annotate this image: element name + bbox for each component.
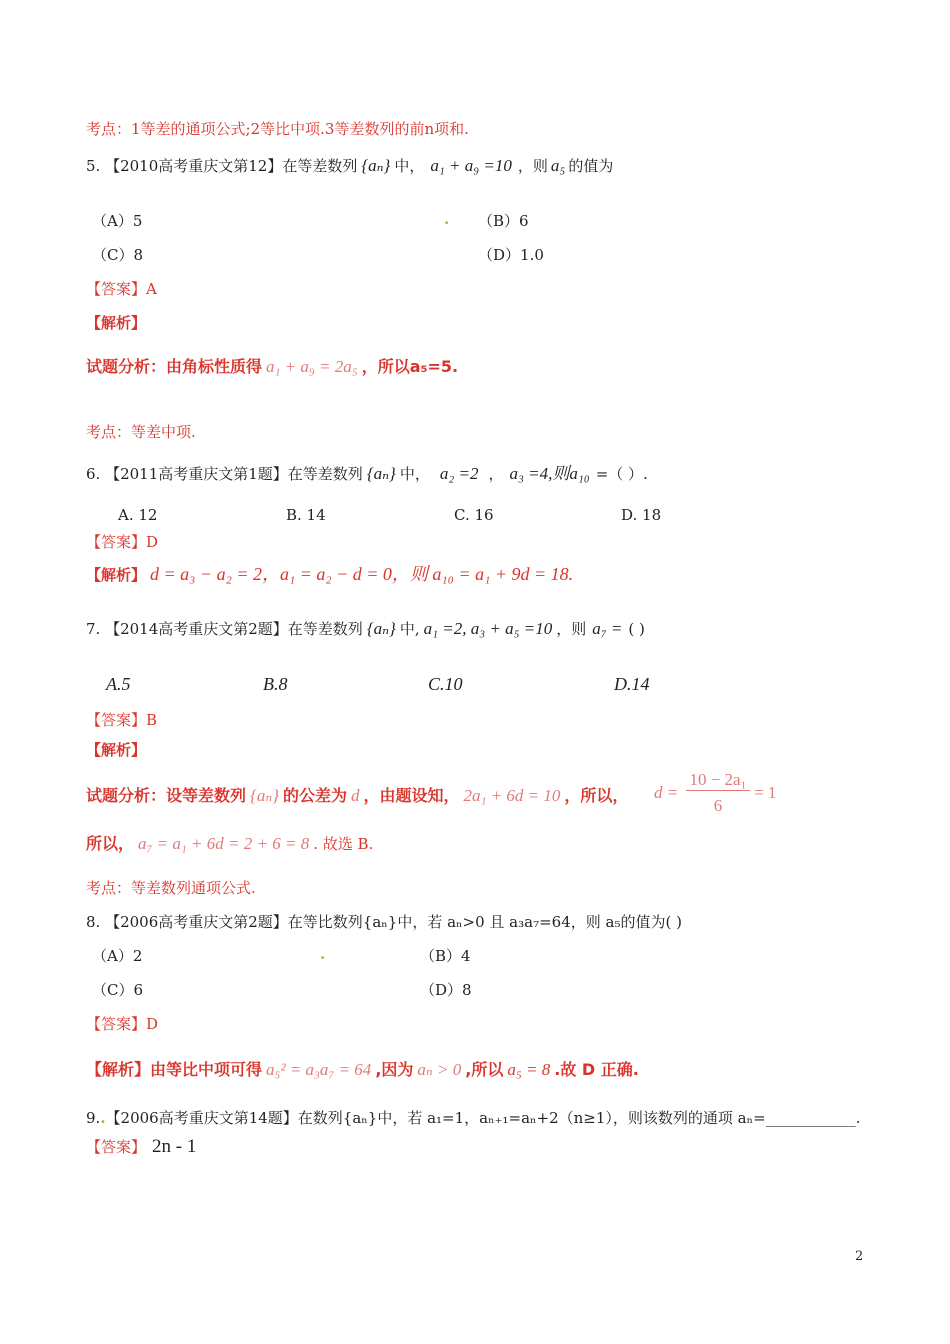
- q7-option-d: D.14: [614, 674, 650, 694]
- q7-analysis-d: d: [351, 786, 360, 805]
- q7-line2-suffix: . 故选 B.: [313, 835, 374, 853]
- q7-jiexi: 【解析】: [86, 741, 147, 759]
- q6-cond2: a₃ =4,则a₁₀: [509, 464, 590, 483]
- q6-cond1: a₂ =2: [439, 464, 479, 483]
- q6-answer: 【答案】D: [86, 533, 159, 551]
- q7-analysis-eq: 2a₁ + 6d = 10: [463, 786, 561, 805]
- q5-analysis-math: a₁ + a₉ = 2a₅: [266, 357, 358, 376]
- page-number: 2: [855, 1249, 864, 1264]
- q7-paren: ( ): [628, 620, 645, 638]
- q7-option-a: A.5: [106, 674, 131, 694]
- q7-stem-text: 7. 【2014高考重庆文第2题】在等差数列: [86, 620, 363, 638]
- q6-option-c: C. 16: [454, 506, 494, 524]
- stray-dot-2: .: [320, 945, 326, 963]
- q5-cond: a₁ + a₉ =10: [430, 156, 512, 175]
- q8-analysis-4: .故 D 正确.: [554, 1060, 639, 1079]
- q8-option-b: （B）4: [420, 947, 471, 965]
- q7-option-b: B.8: [263, 674, 288, 694]
- q5-option-c: （C）8: [92, 246, 144, 264]
- q6-stem: 6. 【2011高考重庆文第1题】在等差数列 {aₙ} 中， a₂ =2 ， a₃ =4,则a₁₀ =（ ）.: [86, 464, 648, 483]
- q8-option-d: （D）8: [420, 981, 472, 999]
- q5-stem: [86, 155, 613, 176]
- q7-seq: {aₙ}: [366, 619, 396, 638]
- q6-analysis-math: d = a₃ − a₂ = 2，a₁ = a₂ − d = 0，则 a₁₀ = a₁ + 9d = 18.: [150, 564, 574, 584]
- q8-answer: 【答案】D: [86, 1015, 159, 1033]
- q9-answer: [86, 1136, 196, 1158]
- q5-kaodian: 考点：等差中项.: [86, 423, 196, 441]
- q7-analysis-line1: [86, 783, 628, 806]
- q8-analysis-tag: 【解析】: [86, 1060, 151, 1079]
- q5-jiexi: 【解析】: [86, 314, 147, 332]
- q6-tail: =（ ）.: [595, 465, 648, 483]
- q7-kaodian: 考点：等差数列通项公式.: [86, 879, 256, 897]
- q7-frac-den: 6: [713, 796, 723, 815]
- stray-dot: .: [444, 210, 450, 228]
- q7-frac-num: 10 − 2a₁: [686, 770, 750, 791]
- q6-analysis: [86, 560, 573, 586]
- q7-stem: [86, 618, 645, 639]
- q5-mid: 中，: [394, 157, 425, 175]
- q5-analysis-prefix: 试题分析：由角标性质得: [86, 357, 263, 376]
- q6-stem-text: 6. 【2011高考重庆文第1题】在等差数列: [86, 465, 363, 483]
- q7-analysis-2: 的公差为: [283, 786, 348, 805]
- q7-analysis-line2: [86, 831, 373, 854]
- q7-frac-rhs: = 1: [754, 783, 777, 802]
- q7-mid: 中,: [399, 620, 420, 638]
- q9-blank: ____________.: [765, 1109, 861, 1127]
- q9-stem-text: 【2006高考重庆文第14题】在数列{aₙ}中，若 a₁=1，aₙ₊₁=aₙ+2（n≥1），则该数列的通项 aₙ=: [105, 1109, 766, 1127]
- q9-num: 9.: [86, 1109, 101, 1127]
- q6-option-b: B. 14: [286, 506, 326, 524]
- q9-answer-tag: 【答案】: [86, 1138, 147, 1156]
- q5-then: ，则: [517, 157, 548, 175]
- q8-analysis-2: ,因为: [375, 1060, 414, 1079]
- q6-option-d: D. 18: [621, 506, 662, 524]
- q5-option-b: （B）6: [478, 212, 529, 230]
- q7-analysis-3: ，由题设知，: [363, 786, 460, 805]
- q7-line2-math: a₇ = a₁ + 6d = 2 + 6 = 8: [138, 834, 310, 853]
- q8-analysis-math2: aₙ > 0: [417, 1060, 462, 1079]
- q6-option-a: A. 12: [118, 506, 158, 524]
- q5-tail: 的值为: [568, 157, 614, 175]
- q6-jiexi: 【解析】: [86, 566, 147, 584]
- q7-target: a₇ =: [592, 619, 623, 638]
- q8-analysis-math3: a₅ = 8: [507, 1060, 551, 1079]
- q9-answer-math: 2n - 1: [152, 1136, 197, 1157]
- q5-seq: {aₙ}: [361, 156, 391, 175]
- q8-stem: 8. 【2006高考重庆文第2题】在等比数列{aₙ}中，若 aₙ>0 且 a₃a₇=64，则 a₅的值为( ): [86, 913, 682, 931]
- q5-option-a: （A）5: [92, 212, 143, 230]
- q8-option-a: （A）2: [92, 947, 143, 965]
- q9-stem: 9..【2006高考重庆文第14题】在数列{aₙ}中，若 a₁=1，aₙ₊₁=aₙ+2（n≥1），则该数列的通项 aₙ=____________.: [86, 1109, 861, 1127]
- q7-answer: 【答案】B: [86, 711, 158, 729]
- kaodian-line-1: 考点：1等差的通项公式;2等比中项.3等差数列的前n项和.: [86, 120, 469, 138]
- q5-target: a₅: [550, 156, 566, 175]
- q5-answer: 【答案】A: [86, 280, 157, 298]
- q7-option-c: C.10: [428, 674, 463, 694]
- q6-mid: 中，: [399, 465, 430, 483]
- q6-seq: {aₙ}: [366, 464, 396, 483]
- q8-option-c: （C）6: [92, 981, 144, 999]
- q7-analysis-1: 试题分析：设等差数列: [86, 786, 247, 805]
- q7-analysis-seq: {aₙ}: [250, 786, 280, 805]
- q7-line2-prefix: 所以，: [86, 834, 135, 853]
- q8-analysis-math1: a₅² = a₃a₇ = 64: [266, 1060, 372, 1079]
- q8-analysis-1: 由等比中项可得: [150, 1060, 263, 1079]
- q8-analysis: [86, 1057, 639, 1080]
- q7-frac-lhs: d =: [654, 783, 679, 802]
- q5-analysis: [86, 354, 458, 377]
- q5-option-d: （D）1.0: [478, 246, 544, 264]
- q5-analysis-suffix: ，所以a₅=5.: [361, 357, 459, 376]
- q7-analysis-4: ，所以，: [564, 786, 629, 805]
- q7-cond: a₁ =2, a₃ + a₅ =10: [423, 619, 553, 638]
- q7-then: ，则: [556, 620, 587, 638]
- q8-analysis-3: ,所以: [465, 1060, 504, 1079]
- q5-stem-text: 5. 【2010高考重庆文第12】在等差数列: [86, 157, 358, 175]
